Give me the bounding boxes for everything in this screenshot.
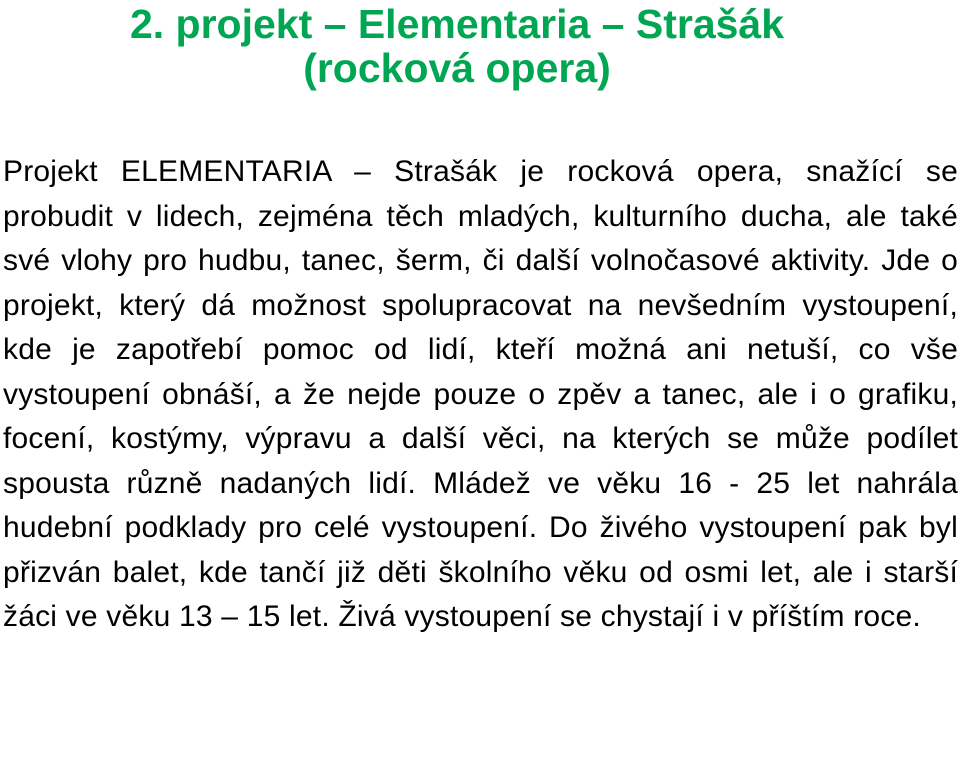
slide-title xyxy=(0,2,914,90)
slide-body-paragraph: Projekt ELEMENTARIA – Strašák je rocková opera, snažící se probudit v lidech, zejména těch mladých, kulturního ducha, ale také své vlohy pro hudbu, tanec, šerm, či další volnočasové aktivity. Jde o projekt, který dá možnost spolupracovat na nevšedním vystoupení, kde je zapotřebí pomoc od lidí, kteří možná ani netuší, co vše vystoupení obnáší, a že nejde pouze o zpěv a tanec, ale i o grafiku, focení, kostýmy, výpravu a další věci, na kterých se může podílet spousta různě nadaných lidí. Mládež ve věku 16 - 25 let nahrála hudební podklady pro celé vystoupení. Do živého vystoupení pak byl přizván balet, kde tančí již děti školního věku od osmi let, ale i starší žáci ve věku 13 – 15 let. Živá vystoupení se chystají i v příštím roce. xyxy=(3,155,958,633)
slide-title-line-1: 2. projekt – Elementaria – Strašák xyxy=(129,1,785,47)
slide-title-line-2: (rocková opera) xyxy=(303,45,611,91)
